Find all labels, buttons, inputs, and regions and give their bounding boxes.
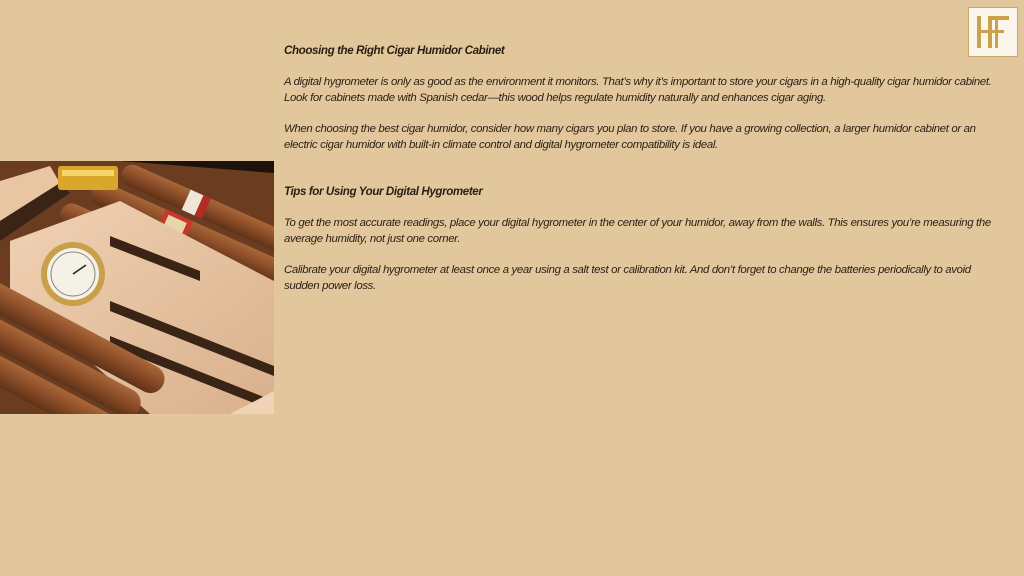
section-heading-humidor-cabinet: Choosing the Right Cigar Humidor Cabinet: [284, 44, 505, 57]
article-body: [284, 43, 1006, 294]
paragraph-hygrometer-environment: A digital hygrometer is only as good as the environment it monitors. That’s why it’s important to store your cigars in a high-quality cigar humidor cabinet. Look for cabinets made with Spanish cedar—this wood helps regulate humidity naturally and enhances cigar aging.: [284, 76, 992, 104]
paragraph-calibration-tip: Calibrate your digital hygrometer at least once a year using a salt test or calibration kit. And don’t forget to change the batteries periodically to avoid sudden power loss.: [284, 264, 971, 292]
cigar-humidor-image: [0, 161, 274, 414]
section-heading-tips: Tips for Using Your Digital Hygrometer: [284, 185, 483, 198]
humidor-photo: [0, 161, 274, 414]
paragraph-choosing-humidor: When choosing the best cigar humidor, consider how many cigars you plan to store. If you have a growing collection, a larger humidor cabinet or an electric cigar humidor with built-in climate control and digital hygrometer compatibility is ideal.: [284, 123, 976, 151]
paragraph-placement-tip: To get the most accurate readings, place your digital hygrometer in the center of your humidor, away from the walls. This ensures you’re measuring the average humidity, not just one corner.: [284, 217, 991, 245]
